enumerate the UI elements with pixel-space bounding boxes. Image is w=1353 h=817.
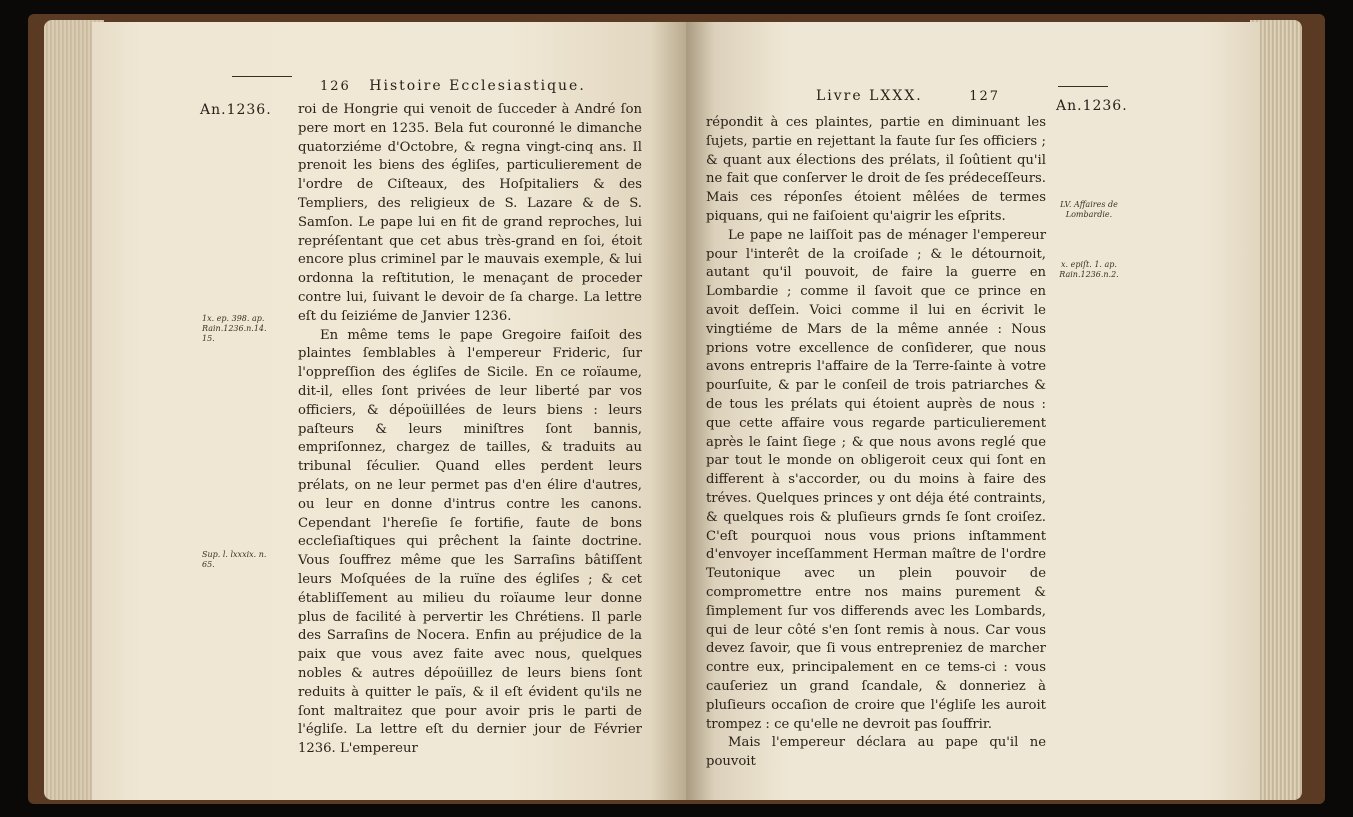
right-paragraph-1: répondit à ces plaintes, partie en diminuant les ſujets, partie en rejettant la faute ſur ſes officiers ; & quant aux élections des prélats, il ſoûtient qu'il ne fait que conſerver le droit de ſes prédeceſſeurs. Mais ces réponſes étoient mêlées de termes piquans, qui ne faiſoient qu'aigrir les eſprits. (706, 115, 1046, 224)
right-margin-note-1: LV. Affaires de Lombardie. (1060, 200, 1118, 219)
left-page (92, 22, 686, 800)
left-paragraph-2: En même tems le pape Gregoire faiſoit des plaintes ſemblables à l'empereur Frideric, ſur l'oppreſſion des égliſes de Sicile. En ce roïaume, dit-il, elles ſont privées de leur liberté par vos officiers, & dépoüillées de leurs biens : leurs paſteurs & leurs miniſtres ſont bannis, empriſonnez, chargez de tailles, & traduits au tribunal ſéculier. Quand elles perdent leurs prélats, on ne leur permet pas d'en élire d'autres, ou leur en donne d'intrus contre les canons. Cependant l'hereſie ſe fortifie, faute de bons eccleſiaſtiques qui prêchent la ſainte doctrine. Vous ſouffrez même que les Sarraſins bâtiſſent leurs Moſquées de la ruïne des égliſes ; & cet établiſſement au milieu du roïaume leur donne plus de facilité à pervertir les Chrétiens. Il parle des Sarraſins de Nocera. Enfin au préjudice de la paix que vous avez faite avec nous, quelques nobles & autres dépoüillez de leurs biens ſont reduits à quitter le païs, & il eſt évident qu'ils ne ſont maltraitez que pour avoir pris le parti de l'égliſe. La lettre eſt du dernier jour de Février 1236. L'empereur (298, 327, 642, 757)
header-rule-right (1058, 86, 1108, 87)
right-page-number: 127 (969, 89, 1001, 104)
right-paragraph-3: Mais l'empereur déclara au pape qu'il ne pouvoit (706, 735, 1046, 770)
left-body-text (298, 101, 642, 759)
right-running-head (816, 88, 1000, 104)
left-running-head (320, 78, 586, 94)
right-page-title: Livre LXXX. (816, 88, 923, 104)
left-page-number: 126 (320, 79, 351, 94)
header-rule (232, 76, 292, 77)
right-body-text (706, 114, 1046, 772)
left-margin-note-2: Sup. l. lxxxix. n. 65. (202, 550, 267, 569)
right-margin-note-2: x. epiſt. 1. ap. Rain.1236.n.2. (1059, 260, 1119, 279)
right-year-margin: An.1236. (1056, 98, 1128, 114)
left-margin-note-1: 1x. ep. 398. ap. Rain.1236.n.14. 15. (202, 314, 267, 343)
left-page-title: Histoire Ecclesiastique. (369, 78, 586, 94)
left-paragraph-1: roi de Hongrie qui venoit de ſucceder à André ſon pere mort en 1235. Bela fut couronné le dimanche quatorziéme d'Octobre, & regna vingt-cinq ans. Il prenoit les biens des égliſes, particulierement de l'ordre de Ciſteaux, des Hoſpitaliers & des Templiers, des religieux de S. Lazare & de S. Samſon. Le pape lui en fit de grand reproches, lui repréſentant que cet abus très-grand en ſoi, étoit encore plus criminel par le mauvais exemple, & lui ordonna la reſtitution, le menaçant de proceder contre lui, ſuivant le devoir de ſa charge. La lettre eſt du ſeiziéme de Janvier 1236. (298, 102, 642, 324)
left-year-margin: An.1236. (200, 102, 272, 118)
right-paragraph-2: Le pape ne laiſſoit pas de ménager l'empereur pour l'interêt de la croiſade ; & le détournoit, autant qu'il pouvoit, de faire la guerre en Lombardie ; comme il ſavoit que ce prince en avoit deſſein. Voici comme il lui en écrivit le vingtiéme de Mars de la même année : Nous prions votre excellence de conſiderer, que nous avons entrepris l'affaire de la Terre-ſainte à votre pourſuite, & par le conſeil de trois patriarches & de tous les prélats qui étoient auprès de nous : que cette affaire vous regarde particulierement après le ſaint ſiege ; & que nous avons reglé que par tout le monde on obligeroit ceux qui ſont en different à s'accorder, ou du moins à faire des tréves. Quelques princes y ont déja été contraints, & quelques rois & pluſieurs grnds ſe ſont croiſez. C'eſt pourquoi nous vous prions inſtamment d'envoyer inceſſamment Herman maître de l'ordre Teutonique avec un plein pouvoir de compromettre entre nos mains purement & ſimplement ſur vos differends avec les Lombards, qui de leur côté s'en ſont remis à nous. Car vous devez ſavoir, que ſi vous entrepreniez de marcher contre eux, principalement en ce tems-ci : vous cauſeriez un grand ſcandale, & donneriez à pluſieurs occaſion de croire que l'égliſe les auroit trompez : ce qu'elle ne devroit pas ſouffrir. (706, 227, 1046, 732)
right-page (686, 22, 1260, 800)
